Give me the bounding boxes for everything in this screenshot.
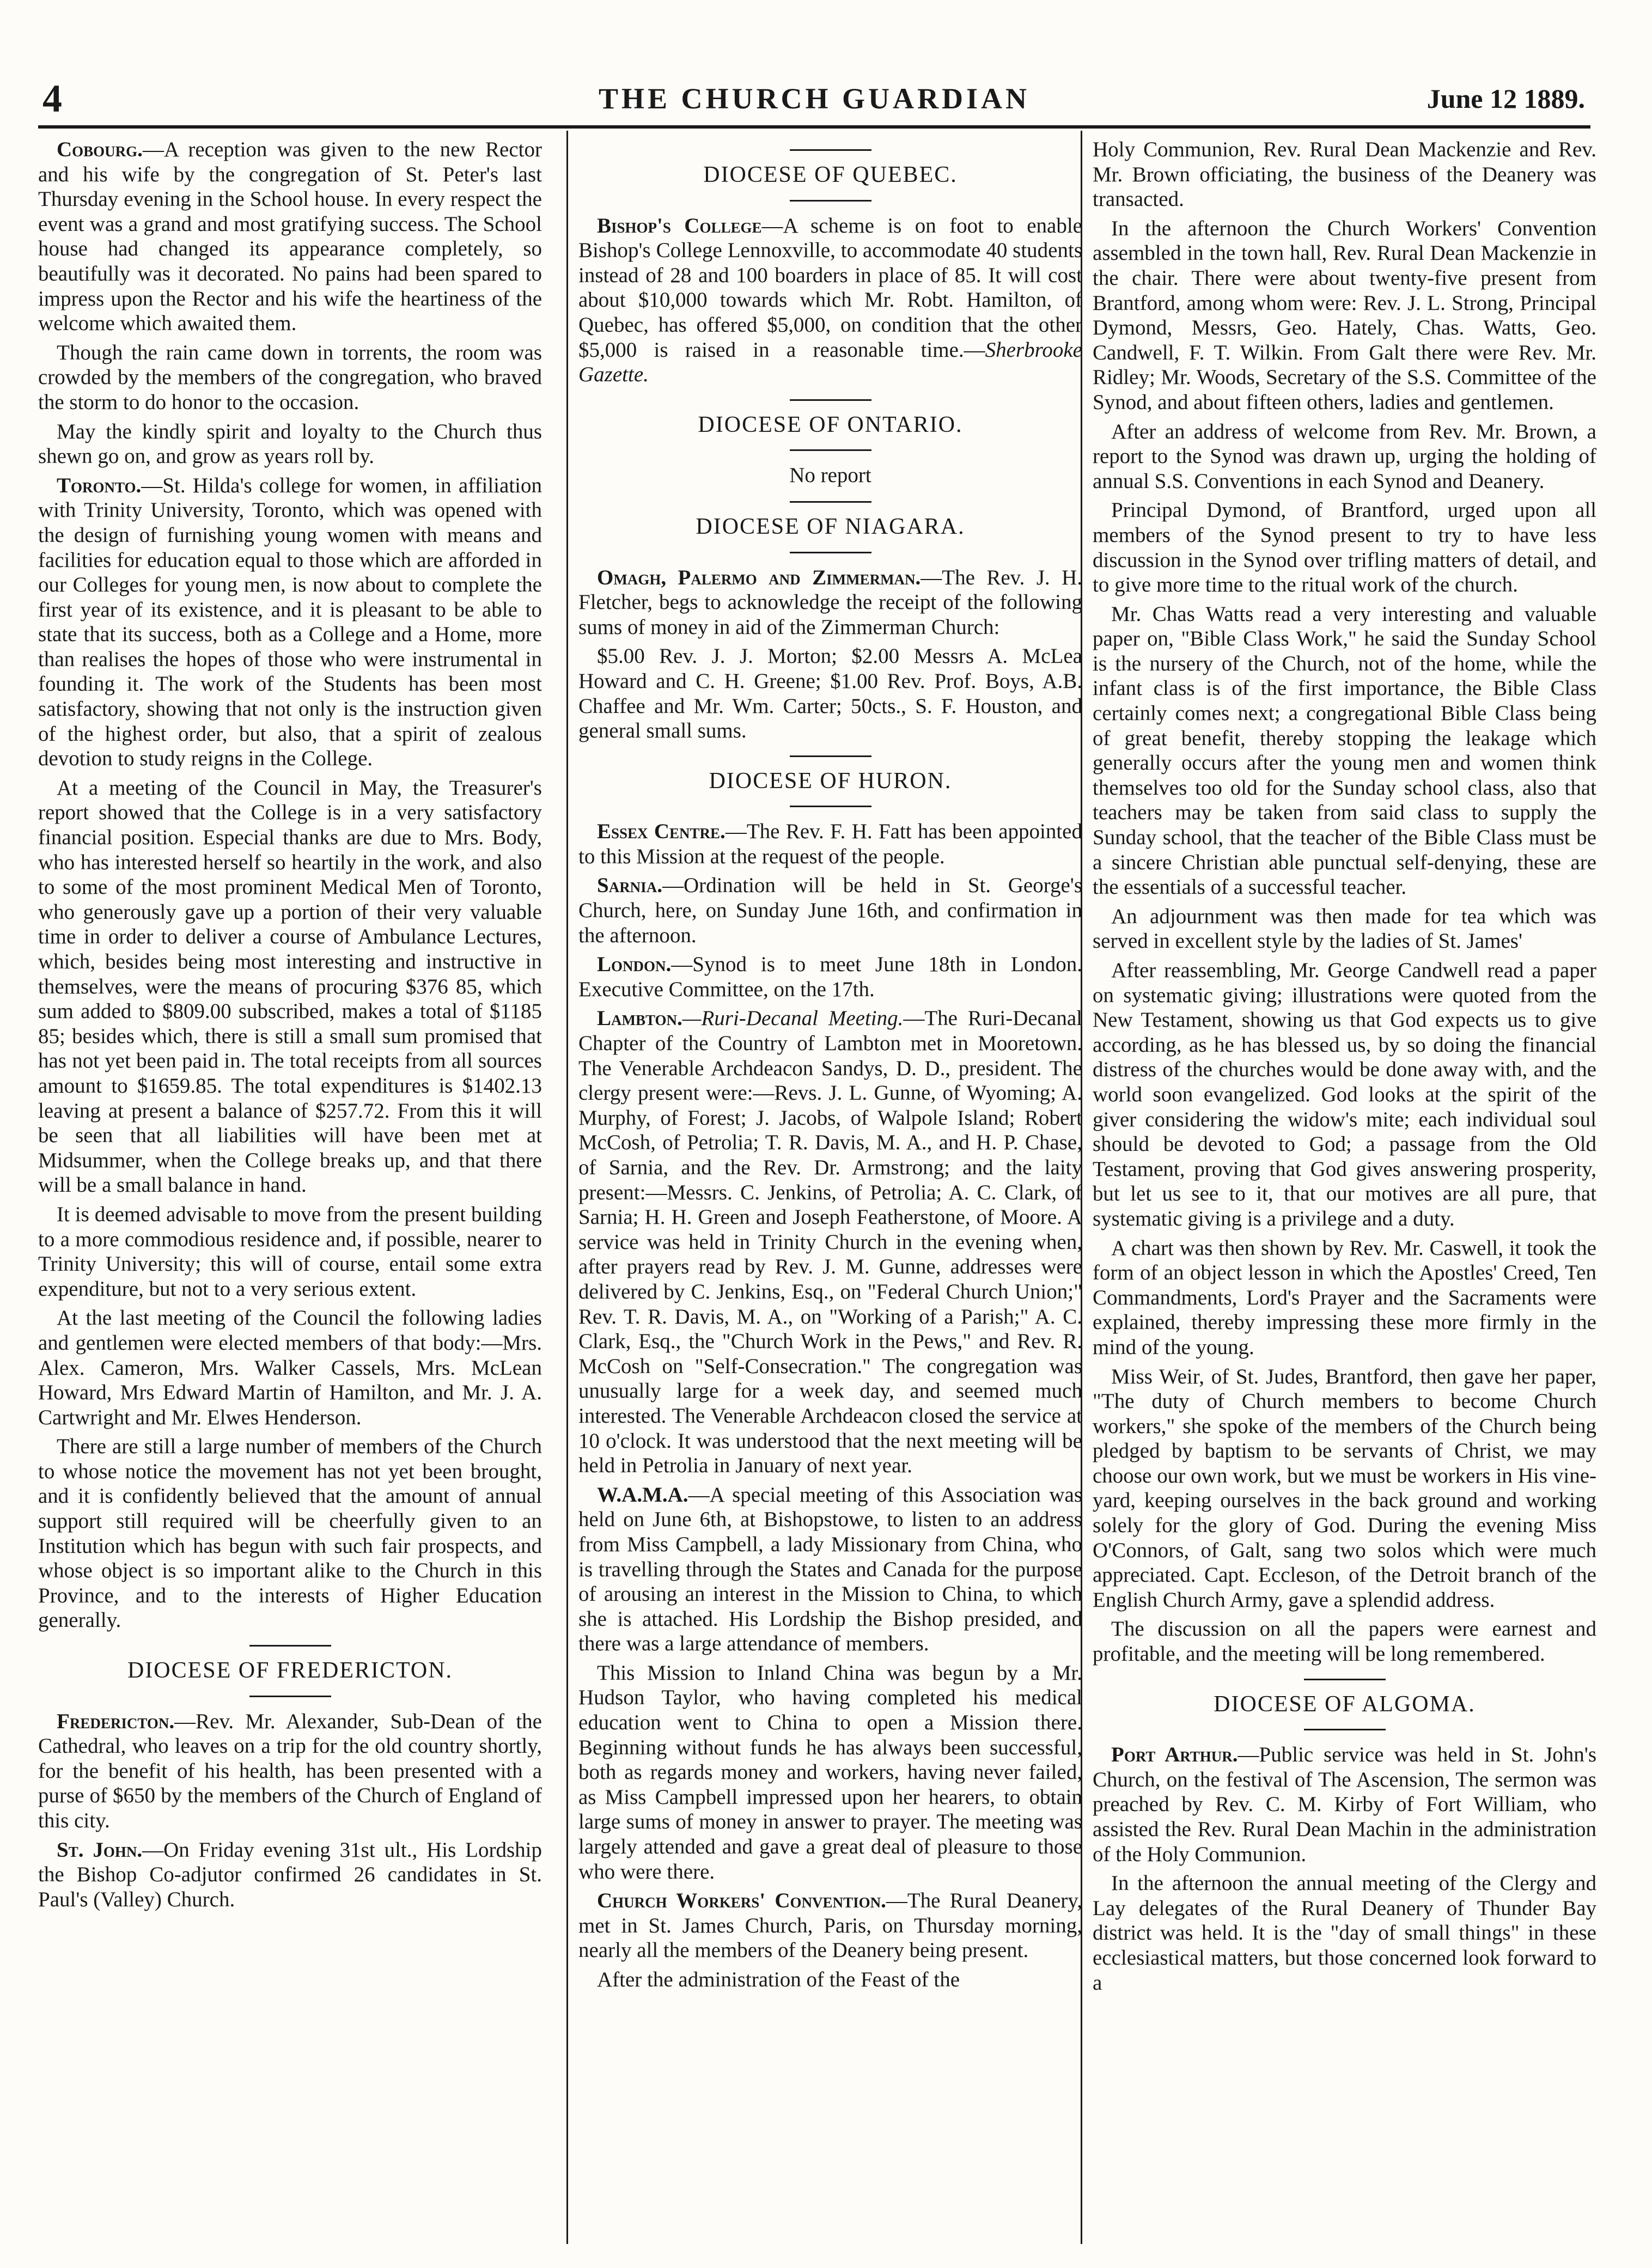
article-paragraph	[1093, 602, 1596, 900]
article-lead: Church Workers' Convention.	[597, 1889, 886, 1913]
section-heading: DIOCESE OF ONTARIO.	[698, 412, 963, 437]
article-text: Principal Dymond, of Brantford, urged upon all members of the Synod present to try to have less discussion in the Synod over trifling matters of detail, and to give more time to the ritual work of the church.	[1093, 498, 1596, 597]
section-heading: DIOCESE OF HURON.	[709, 768, 952, 794]
section-divider	[790, 449, 871, 451]
section-divider	[1304, 1729, 1386, 1730]
article-text: —Ordination will be held in St. George's Church, here, on Sunday June 16th, and confirmation in the afternoon.	[578, 874, 1082, 947]
article-paragraph	[38, 1202, 542, 1301]
article-paragraph	[578, 1967, 1082, 1992]
article-text: —The Rural Deanery, met in St. James Church, Paris, on Thursday morning, nearly all the members of the Deanery being present.	[578, 1889, 1082, 1962]
article-text: Though the rain came down in torrents, the room was crowded by the members of the congregation, who braved the storm to do honor to the occasion.	[38, 340, 542, 414]
article-paragraph	[38, 1434, 542, 1633]
article-text: Mr. Chas Watts read a very interesting and valuable paper on, "Bible Class Work," he said the Sunday School is the nursery of the Church, not of the home, while the infant class is of the first importance, the Bible Class certainly comes next; a congregational Bible Class being of great benefit, thereby stopping the leakage which generally occurs after the young men and women think themselves too old for the Sunday school class, also that teachers may be taken from said class to supply the Sunday school, that the teacher of the Bible Class must be a sincere Christian able punctual self-denying, these are the essentials of a successful teacher.	[1093, 602, 1596, 899]
article-text: In the afternoon the annual meeting of the Clergy and Lay delegates of the Rural Deanery of Thunder Bay district was held. It is the "day of small things" in these ecclesiastical matters, but those concerned look forward to a	[1093, 1871, 1596, 1995]
article-paragraph	[38, 137, 542, 336]
article-paragraph	[1093, 1364, 1596, 1613]
masthead	[38, 76, 1590, 129]
article-paragraph	[38, 1709, 542, 1833]
article-paragraph	[578, 873, 1082, 948]
newspaper-title: THE CHURCH GUARDIAN	[598, 82, 1031, 115]
article-text: —A scheme is on foot to enable Bishop's College Lennoxville, to accommodate 40 students instead of 28 and 100 boarders in place of 85. It will cost about $10,000 towards which Mr. Robt. Hamilton, of Quebec, has offered $5,000, on condition that the other $5,000 is raised in a reasonable time.—	[578, 214, 1082, 362]
article-text: —The Ruri-Decanal Chapter of the Country of Lambton met in Mooretown. The Venerable Archdeacon Sandys, D. D., president. The clergy present were:—Revs. J. L. Gunne, of Wyoming; A. Murphy, of Forest; J. Jacobs, of Walpole Island; Robert McCosh, of Petrolia; T. R. Davis, M. A., and H. P. Chase, of Sarnia, and the Rev. Dr. Armstrong; and the laity present:—Messrs. C. Jenkins, of Petrolia; A. C. Clark, of Sarnia; H. H. Green and Joseph Featherstone, of Moore. A service was held in Trinity Church in the evening when, after prayers read by Rev. J. M. Gunne, addresses were delivered by C. Jenkins, Esq., on "Federal Church Union;" Rev. T. R. Davis, M. A., on "Working of a Parish;" A. C. Clark, Esq., the "Church Work in the Pews," and Rev. R. McCosh on "Self-Consecration." The congregation was unusually large for a week day, and seemed much interested. The Venerable Archdeacon closed the service at 10 o'clock. It was understood that the next meeting will be held in Petrolia in January of next year.	[578, 1007, 1082, 1478]
article-lead: Toronto.	[57, 473, 142, 497]
section-subhead: No report	[789, 464, 871, 487]
article-lead: Omagh, Palermo and Zimmerman.	[597, 565, 921, 589]
article-text: At the last meeting of the Council the following ladies and gentlemen were elected members of that body:—Mrs. Alex. Cameron, Mrs. Walker Cassels, Mrs. McLean Howard, Mrs Edward Martin of Hamilton, and Mr. J. A. Cartwright and Mr. Elwes Henderson.	[38, 1306, 542, 1429]
article-paragraph	[578, 1006, 1082, 1478]
article-paragraph	[1093, 1871, 1596, 1995]
article-text: After an address of welcome from Rev. Mr. Brown, a report to the Synod was drawn up, urging the holding of annual S.S. Conventions in each Synod and Deanery.	[1093, 419, 1596, 493]
article-text: It is deemed advisable to move from the present building to a more commodious residence and, if possible, nearer to Trinity University; this will of course, entail some extra expenditure, but not to a very serious extent.	[38, 1202, 542, 1301]
article-paragraph	[578, 819, 1082, 869]
article-text: —The Rev. J. H. Fletcher, begs to acknowledge the receipt of the following sums of money in aid of the Zimmerman Church:	[578, 565, 1082, 639]
article-paragraph	[38, 776, 542, 1198]
article-source: Sherbrooke Gazette.	[578, 338, 1082, 387]
article-text: An adjournment was then made for tea which was served in excellent style by the ladies of St. James'	[1093, 904, 1596, 953]
article-paragraph	[38, 1306, 542, 1430]
section-heading: DIOCESE OF ALGOMA.	[1214, 1691, 1476, 1717]
article-paragraph	[1093, 1617, 1596, 1666]
section-divider	[249, 1645, 331, 1647]
article-paragraph	[1093, 498, 1596, 597]
article-paragraph	[1093, 958, 1596, 1231]
article-text: $5.00 Rev. J. J. Morton; $2.00 Messrs A. McLea Howard and C. H. Greene; $1.00 Rev. Prof. Boys, A.B. Chaffee and Mr. Wm. Carter; 50cts., S. F. Houston, and general small sums.	[578, 644, 1082, 743]
article-paragraph	[578, 214, 1082, 387]
article-paragraph	[578, 1483, 1082, 1656]
column-rule	[566, 131, 568, 2244]
section-divider	[790, 501, 871, 503]
article-text: At a meeting of the Council in May, the Treasurer's report showed that the College is in a very satisfactory financial position. Especial thanks are due to Mrs. Body, who has interested herself so heartily in the work, and also to some of the most prominent Medical Men of Toronto, who generously gave up a portion of their very valuable time in order to deliver a course of Ambulance Lectures, which, besides being most interesting and instructive in themselves, were the means of procuring $376 85, which sum added to $809.00 subscribed, makes a total of $1185 85; besides which, there is still a small sum promised that has not yet been paid in. The total receipts from all sources amount to $1659.85. The total expenditures is $1402.13 leaving at present a balance of $257.72. From this it will be seen that all liabilities will have been met at Midsummer, when the College breaks up, and that there will be a small balance in hand.	[38, 776, 542, 1197]
article-text: There are still a large number of members of the Church to whose notice the movement has not yet been brought, and it is confidently believed that the amount of annual support still required will be cheerfully given to an Institution which has begun with such fair prospects, and whose object is so important alike to the Church in this Province, and to the interests of Higher Education generally.	[38, 1435, 542, 1632]
article-paragraph	[38, 1838, 542, 1912]
article-text: —Public service was held in St. John's Church, on the festival of The Ascension, The sermon was preached by Rev. C. M. Kirby of Fort William, who assisted the Rev. Rural Dean Machin in the administration of the Holy Communion.	[1093, 1743, 1596, 1866]
article-lead: Lambton.	[597, 1007, 682, 1031]
column-1	[38, 137, 542, 2251]
article-paragraph	[38, 473, 542, 771]
page-number: 4	[42, 77, 62, 120]
article-lead: London.	[597, 953, 672, 977]
article-paragraph	[578, 644, 1082, 743]
article-text: Holy Communion, Rev. Rural Dean Mackenzie and Rev. Mr. Brown officiating, the business of the Deanery was transacted.	[1093, 138, 1596, 211]
article-text: —On Friday evening 31st ult., His Lordship the Bishop Co-adjutor confirmed 26 candidates in St. Paul's (Valley) Church.	[38, 1838, 542, 1911]
article-lead: Fredericton.	[57, 1709, 175, 1733]
section-divider	[1304, 1679, 1386, 1680]
article-text: —Rev. Mr. Alexander, Sub-Dean of the Cathedral, who leaves on a trip for the old country shortly, for the benefit of his health, has been presented with a purse of $650 by the members of the Church of England of this city.	[38, 1709, 542, 1832]
column-3	[1093, 137, 1596, 2251]
article-text: The discussion on all the papers were earnest and profitable, and the meeting will be long remembered.	[1093, 1617, 1596, 1666]
article-lead: Port Arthur.	[1111, 1743, 1238, 1767]
column-2	[578, 137, 1082, 2251]
section-divider	[790, 755, 871, 757]
article-paragraph	[578, 565, 1082, 640]
article-paragraph	[1093, 904, 1596, 954]
article-text: —St. Hilda's college for women, in affiliation with Trinity University, Toronto, which was opened with the design of furnishing young women with means and facilities for education equal to those which are afforded in our Colleges for young men, is now about to complete the first year of its existence, and it is pleasant to be able to state that its success, both as a College and a Home, more than realises the hopes of those who were instrumental in founding it. The work of the Students has been most satisfactory, showing that not only is the instruction given of the highest order, but also, that a spirit of zealous devotion to study reigns in the College.	[38, 473, 542, 771]
article-italic-head: —Ruri-Decanal Meeting.	[682, 1007, 904, 1031]
section-heading: DIOCESE OF NIAGARA.	[696, 514, 965, 539]
section-divider	[790, 149, 871, 151]
section-heading: DIOCESE OF FREDERICTON.	[127, 1658, 453, 1684]
article-text: A chart was then shown by Rev. Mr. Caswell, it took the form of an object lesson in which the Apostles' Creed, Ten Commandments, Lord's Prayer and the Sacraments were explained, thereby impressing these more firmly in the mind of the young.	[1093, 1236, 1596, 1359]
article-paragraph	[1093, 419, 1596, 494]
section-divider	[790, 200, 871, 202]
article-lead: W.A.M.A.	[597, 1483, 688, 1507]
article-paragraph	[1093, 1742, 1596, 1867]
article-lead: Essex Centre.	[597, 820, 726, 844]
section-divider	[790, 399, 871, 401]
article-text: In the afternoon the Church Workers' Convention assembled in the town hall, Rev. Rural Dean Mackenzie in the chair. There were about twenty-five present from Brantford, among whom were: Rev. J. L. Strong, Principal Dymond, Messrs, Geo. Hately, Chas. Watts, Geo. Candwell, F. T. Wilkin. From Galt there were Rev. Mr. Ridley; Mr. Woods, Secretary of the S.S. Committee of the Synod, and about fifteen others, ladies and gentlemen.	[1093, 216, 1596, 414]
article-paragraph	[578, 952, 1082, 1002]
article-lead: St. John.	[57, 1838, 143, 1862]
article-paragraph	[1093, 137, 1596, 212]
article-lead: Cobourg.	[57, 138, 143, 161]
article-paragraph	[578, 1888, 1082, 1963]
article-text: —Synod is to meet June 18th in London. Executive Committee, on the 17th.	[578, 953, 1082, 1001]
section-heading: DIOCESE OF QUEBEC.	[703, 162, 958, 187]
article-text: This Mission to Inland China was begun by a Mr. Hudson Taylor, who having completed his medical education went to China to open a Mission there. Beginning without funds he has always been successful, both as regards money and workers, having never failed, as Miss Campbell impressed upon her hearers, to obtain large sums of money in answer to prayer. The meeting was largely attended and gave a great deal of pleasure to those who were there.	[578, 1661, 1082, 1883]
article-text: —A special meeting of this Association was held on June 6th, at Bishopstowe, to listen to an address from Miss Campbell, a lady Missionary from China, who is travelling through the States and Canada for the purpose of arousing an interest in the Mission to China, to which she is attached. His Lordship the Bishop presided, and there was a large attendance of members.	[578, 1483, 1082, 1656]
article-paragraph	[38, 340, 542, 415]
article-lead: Sarnia.	[597, 874, 662, 898]
article-text: After reassembling, Mr. George Candwell read a paper on systematic giving; illustrations were quoted from the New Testament, showing us that God expects us to give according, as he has blessed us, by so doing the financial distress of the churches would be done away with, and the world soon evangelized. God looks at the spirit of the giver considering the widow's mite; each individual soul should be devoted to God; a passage from the Old Testament, proving that God gives answering prosperity, but let us see to it, that our motives are all pure, that systematic giving is a privilege and a duty.	[1093, 959, 1596, 1230]
section-divider	[790, 552, 871, 553]
article-paragraph	[578, 1661, 1082, 1884]
section-divider	[790, 806, 871, 807]
article-paragraph	[1093, 216, 1596, 415]
section-divider	[249, 1696, 331, 1697]
issue-date: June 12 1889.	[1427, 83, 1585, 114]
article-text: May the kindly spirit and loyalty to the Church thus shewn go on, and grow as years roll by.	[38, 419, 542, 468]
article-text: —A reception was given to the new Rector and his wife by the congregation of St. Peter's last Thursday evening in the School house. In every respect the event was a grand and most gratifying success. The School house had changed its appearance completely, so beautifully was it decorated. No pains had been spared to impress upon the Rector and his wife the heartiness of the welcome which awaited them.	[38, 138, 542, 336]
article-text: Miss Weir, of St. Judes, Brantford, then gave her paper, "The duty of Church members to become Church workers," she spoke of the members of the Church being pledged by baptism to be servants of Christ, we may choose our own work, but we must be workers in His vine-yard, keeping ourselves in the back ground and working solely for the glory of God. During the evening Miss O'Connors, of Galt, sang two solos which were much appreciated. Capt. Eccleson, of the Detroit branch of the English Church Army, gave a splendid address.	[1093, 1364, 1596, 1612]
article-paragraph	[1093, 1236, 1596, 1360]
article-lead: Bishop's College	[597, 214, 762, 237]
article-text: —The Rev. F. H. Fatt has been appointed to this Mission at the request of the people.	[578, 820, 1082, 868]
article-text: After the administration of the Feast of the	[597, 1968, 960, 1991]
article-paragraph	[38, 419, 542, 469]
